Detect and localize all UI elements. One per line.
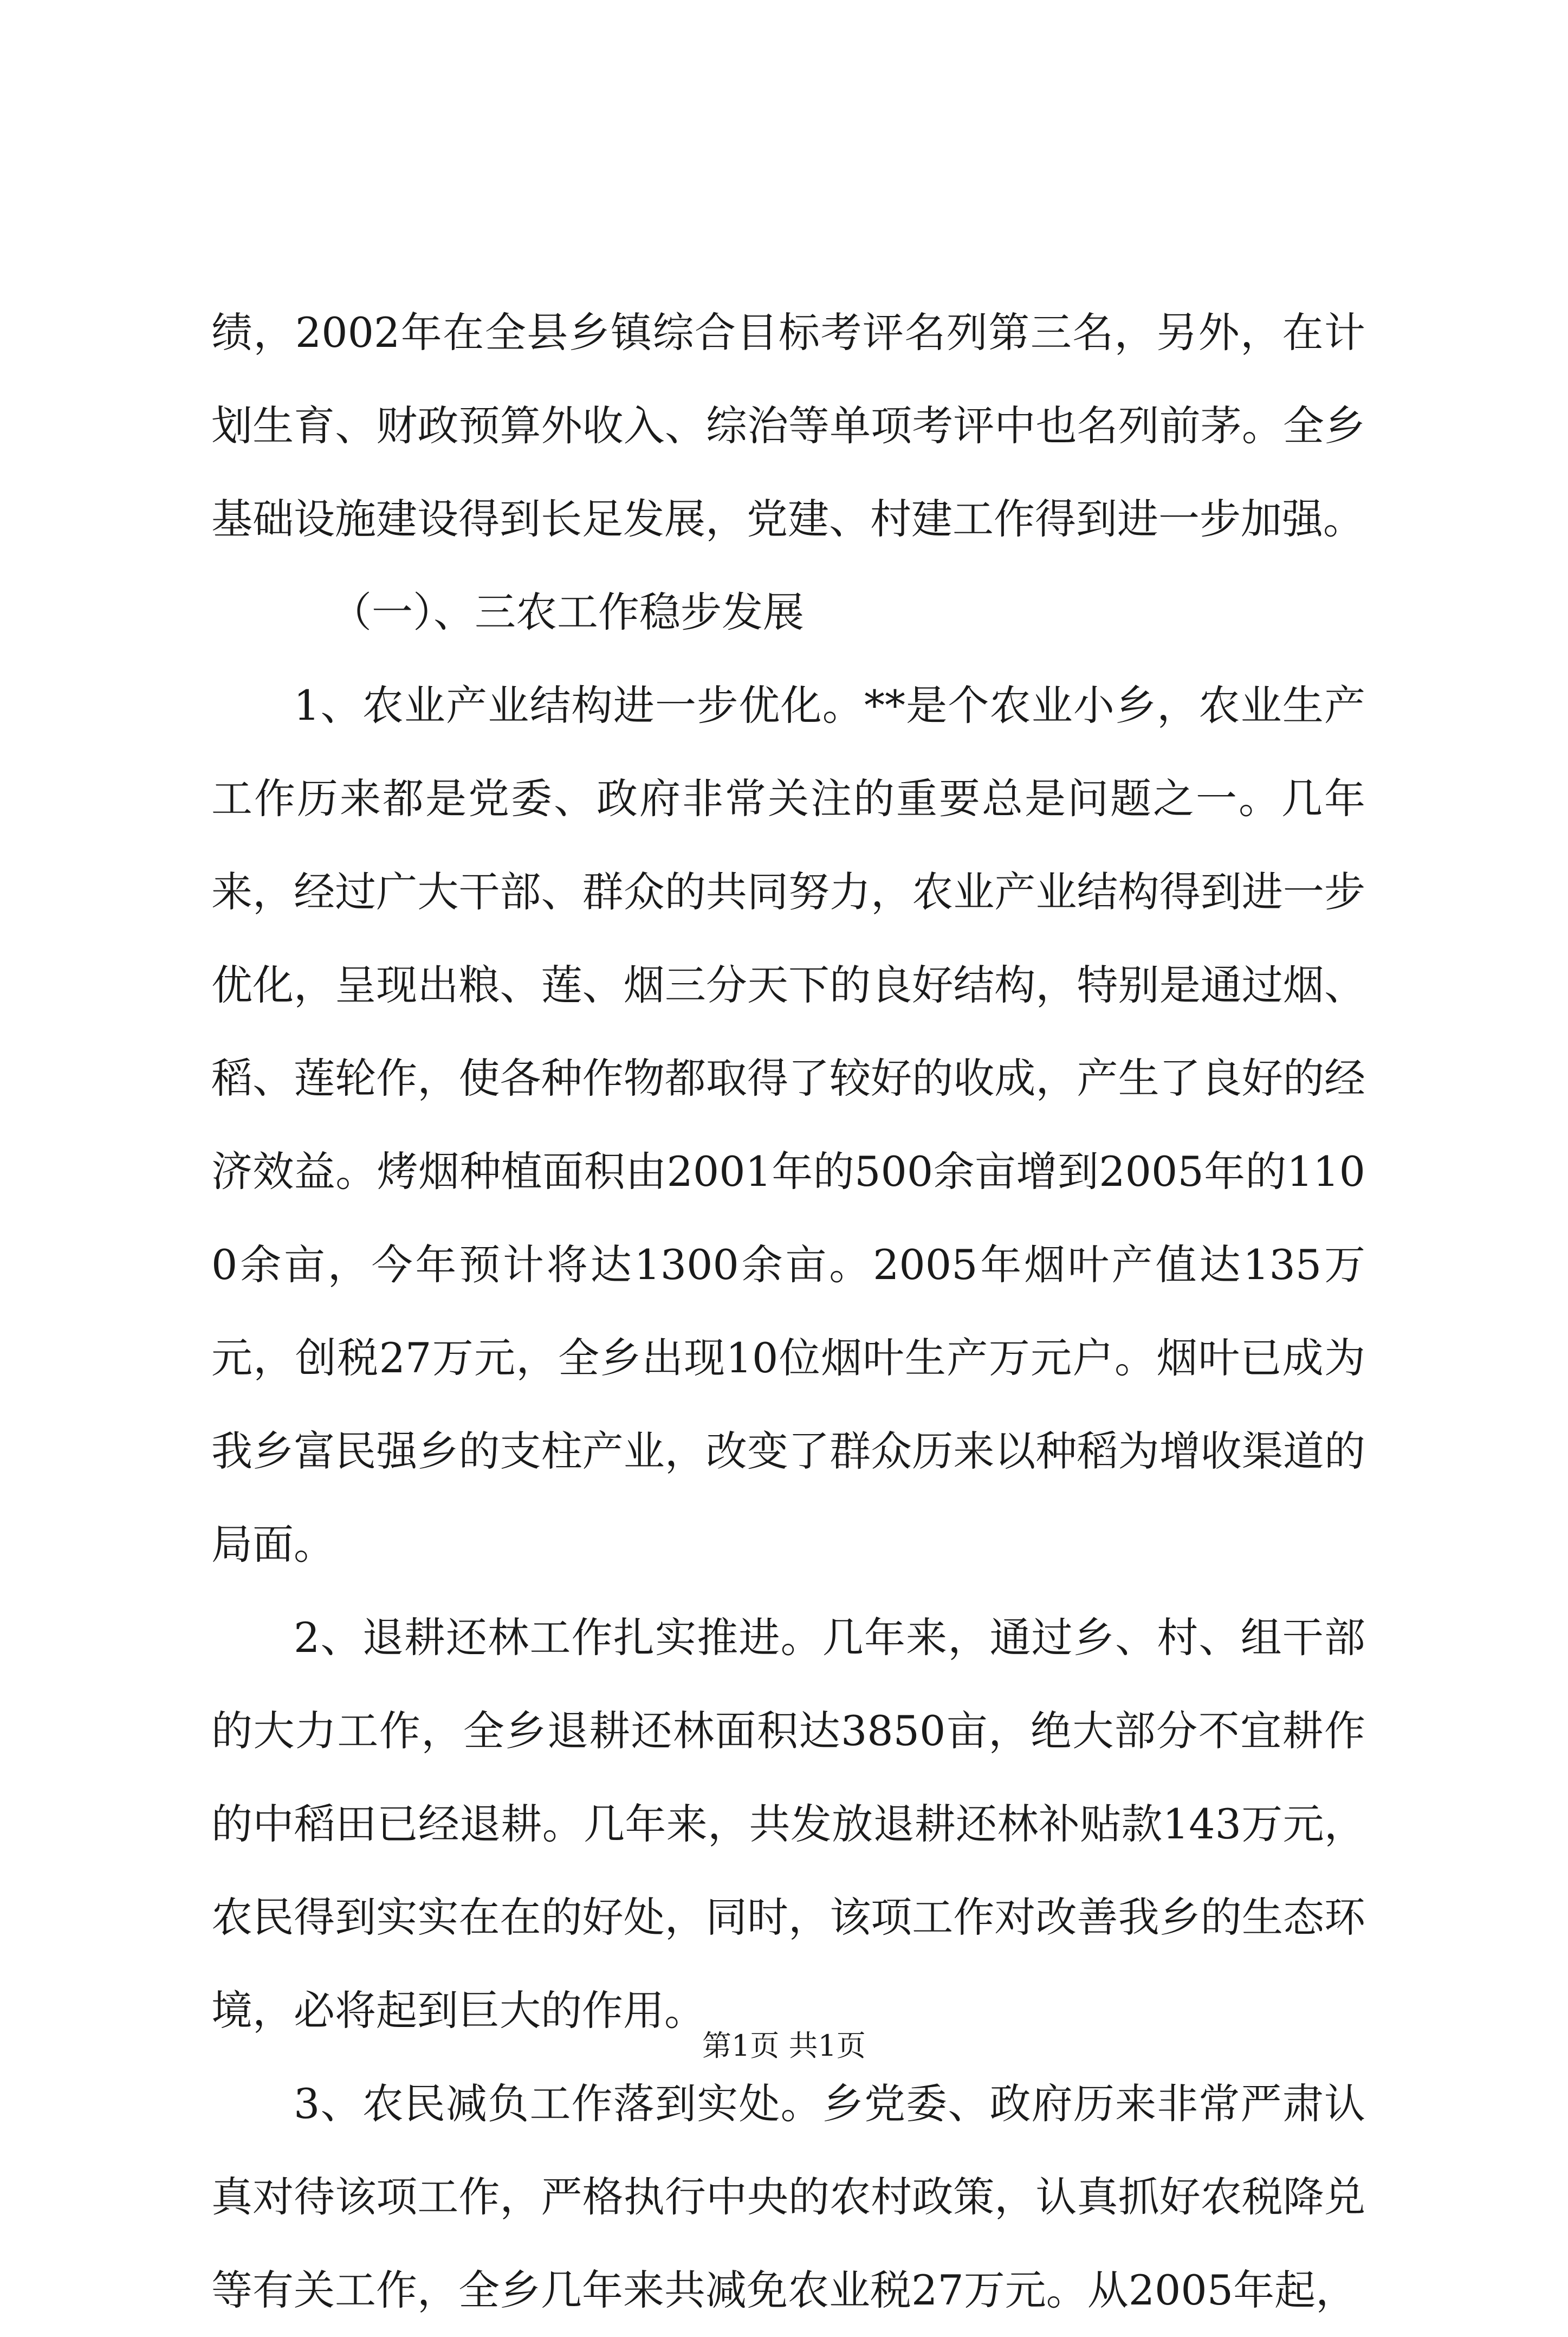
page-footer: 第1页 共1页 xyxy=(702,2029,866,2063)
paragraph-reforestation: 2、退耕还林工作扎实推进。几年来，通过乡、村、组干部的大力工作，全乡退耕还林面积达3850亩，绝大部分不宜耕作的中稻田已经退耕。几年来，共发放退耕还林补贴款143万元，农民得到实实在在的好处，同时，该项工作对改善我乡的生态环境，必将起到巨大的作用。 xyxy=(211,1613,1365,2035)
paragraph-farmer-burden: 3、农民减负工作落到实处。乡党委、政府历来非常严肃认真对待该项工作，严格执行中央的农村政策，认真抓好农税降兑等有关工作，全乡几年来共减免农业税27万元。从2005年起， xyxy=(211,2080,1365,2314)
paragraph-continuation: 绩，2002年在全县乡镇综合目标考评名列第三名，另外，在计划生育、财政预算外收入、综治等单项考评中也名列前茅。全乡基础设施建设得到长足发展，党建、村建工作得到进一步加强。 xyxy=(211,308,1365,543)
section-heading: （一）、三农工作稳步发展 xyxy=(331,588,804,636)
paragraph-agriculture-structure: 1、农业产业结构进一步优化。**是个农业小乡，农业生产工作历来都是党委、政府非常关注的重要总是问题之一。几年来，经过广大干部、群众的共同努力，农业产业结构得到进一步优化，呈现出粮、莲、烟三分天下的良好结构，特别是通过烟、稻、莲轮作，使各种作物都取得了较好的收成，产生了良好的经济效益。烤烟种植面积由2001年的500余亩增到2005年的1100余亩，今年预计将达1300余亩。2005年烟叶产值达135万元，创税27万元，全乡出现10位烟叶生产万元户。烟叶已成为我乡富民强乡的支柱产业，改变了群众历来以种稻为增收渠道的局面。 xyxy=(211,681,1365,1568)
